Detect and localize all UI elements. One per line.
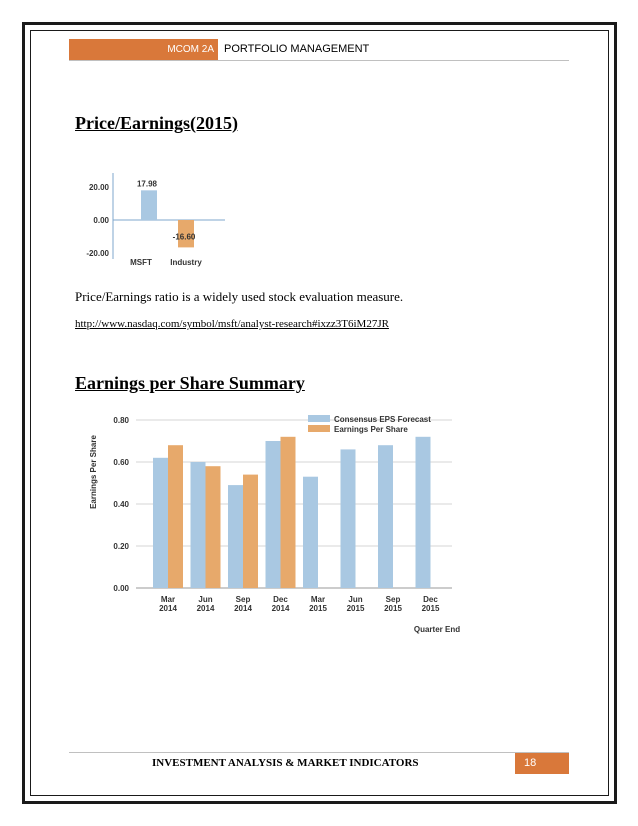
pe-data-label: -16.60: [172, 232, 196, 242]
eps-heading: Earnings per Share Summary: [75, 373, 305, 393]
header-title: PORTFOLIO MANAGEMENT: [224, 43, 370, 55]
eps-y-tick: 0.60: [113, 458, 129, 467]
eps-x-label-month: Sep: [385, 595, 401, 604]
eps-bar-forecast: [416, 437, 431, 588]
eps-x-label-year: 2014: [196, 604, 215, 613]
page-number: 18: [515, 753, 569, 774]
nasdaq-link[interactable]: http://www.nasdaq.com/symbol/msft/analyst-research#ixzz3T6iM27JR: [75, 318, 389, 330]
eps-summary-chart: [84, 407, 468, 637]
pe-bar-msft: [141, 190, 157, 220]
eps-x-label-year: 2014: [234, 604, 252, 613]
eps-legend-swatch: [308, 425, 330, 432]
course-label: MCOM 2A: [69, 39, 218, 60]
eps-legend-label: Consensus EPS Forecast: [334, 415, 431, 424]
eps-y-axis-label: Earnings Per Share: [89, 435, 98, 509]
eps-bar-actual: [281, 437, 296, 588]
pe-y-tick: 0.00: [93, 216, 109, 225]
eps-x-label-year: 2014: [271, 604, 290, 613]
eps-bar-forecast: [341, 449, 356, 588]
eps-y-tick: 0.20: [113, 542, 129, 551]
eps-legend-swatch: [308, 415, 330, 422]
eps-x-label-month: Mar: [310, 595, 326, 604]
eps-x-axis-label: Quarter End: [413, 625, 461, 634]
pe-x-label: MSFT: [130, 258, 152, 267]
eps-x-label-month: Sep: [235, 595, 251, 604]
pe-description: Price/Earnings ratio is a widely used stock evaluation measure.: [75, 289, 404, 304]
eps-x-label-year: 2014: [159, 604, 177, 613]
eps-x-label-month: Dec: [273, 595, 288, 604]
eps-bar-forecast: [153, 458, 168, 588]
eps-bar-actual: [243, 475, 258, 588]
eps-x-label-month: Jun: [198, 595, 213, 604]
pe-heading: Price/Earnings(2015): [75, 113, 238, 133]
eps-x-label-month: Jun: [348, 595, 363, 604]
eps-bar-forecast: [191, 462, 206, 588]
eps-legend-label: Earnings Per Share: [334, 425, 408, 434]
eps-y-tick: 0.40: [113, 500, 129, 509]
eps-x-label-year: 2015: [421, 604, 440, 613]
pe-x-label: Industry: [170, 258, 202, 267]
pe-data-label: 17.98: [136, 179, 158, 189]
eps-x-label-year: 2015: [346, 604, 365, 613]
pe-ratio-chart: [80, 163, 240, 271]
eps-bar-actual: [206, 466, 221, 588]
eps-bar-forecast: [303, 477, 318, 588]
footer-title: INVESTMENT ANALYSIS & MARKET INDICATORS: [152, 757, 419, 769]
pe-y-tick: -20.00: [86, 249, 109, 258]
eps-y-tick: 0.80: [113, 416, 129, 425]
footer-rule: [69, 752, 569, 753]
eps-bar-forecast: [228, 485, 243, 588]
eps-bar-forecast: [266, 441, 281, 588]
eps-bar-forecast: [378, 445, 393, 588]
page-header: [69, 39, 569, 61]
eps-x-label-month: Mar: [160, 595, 176, 604]
eps-bar-actual: [168, 445, 183, 588]
eps-x-label-month: Dec: [423, 595, 438, 604]
pe-y-tick: 20.00: [88, 183, 109, 192]
eps-x-label-year: 2015: [309, 604, 327, 613]
eps-x-label-year: 2015: [384, 604, 402, 613]
eps-y-tick: 0.00: [113, 584, 129, 593]
